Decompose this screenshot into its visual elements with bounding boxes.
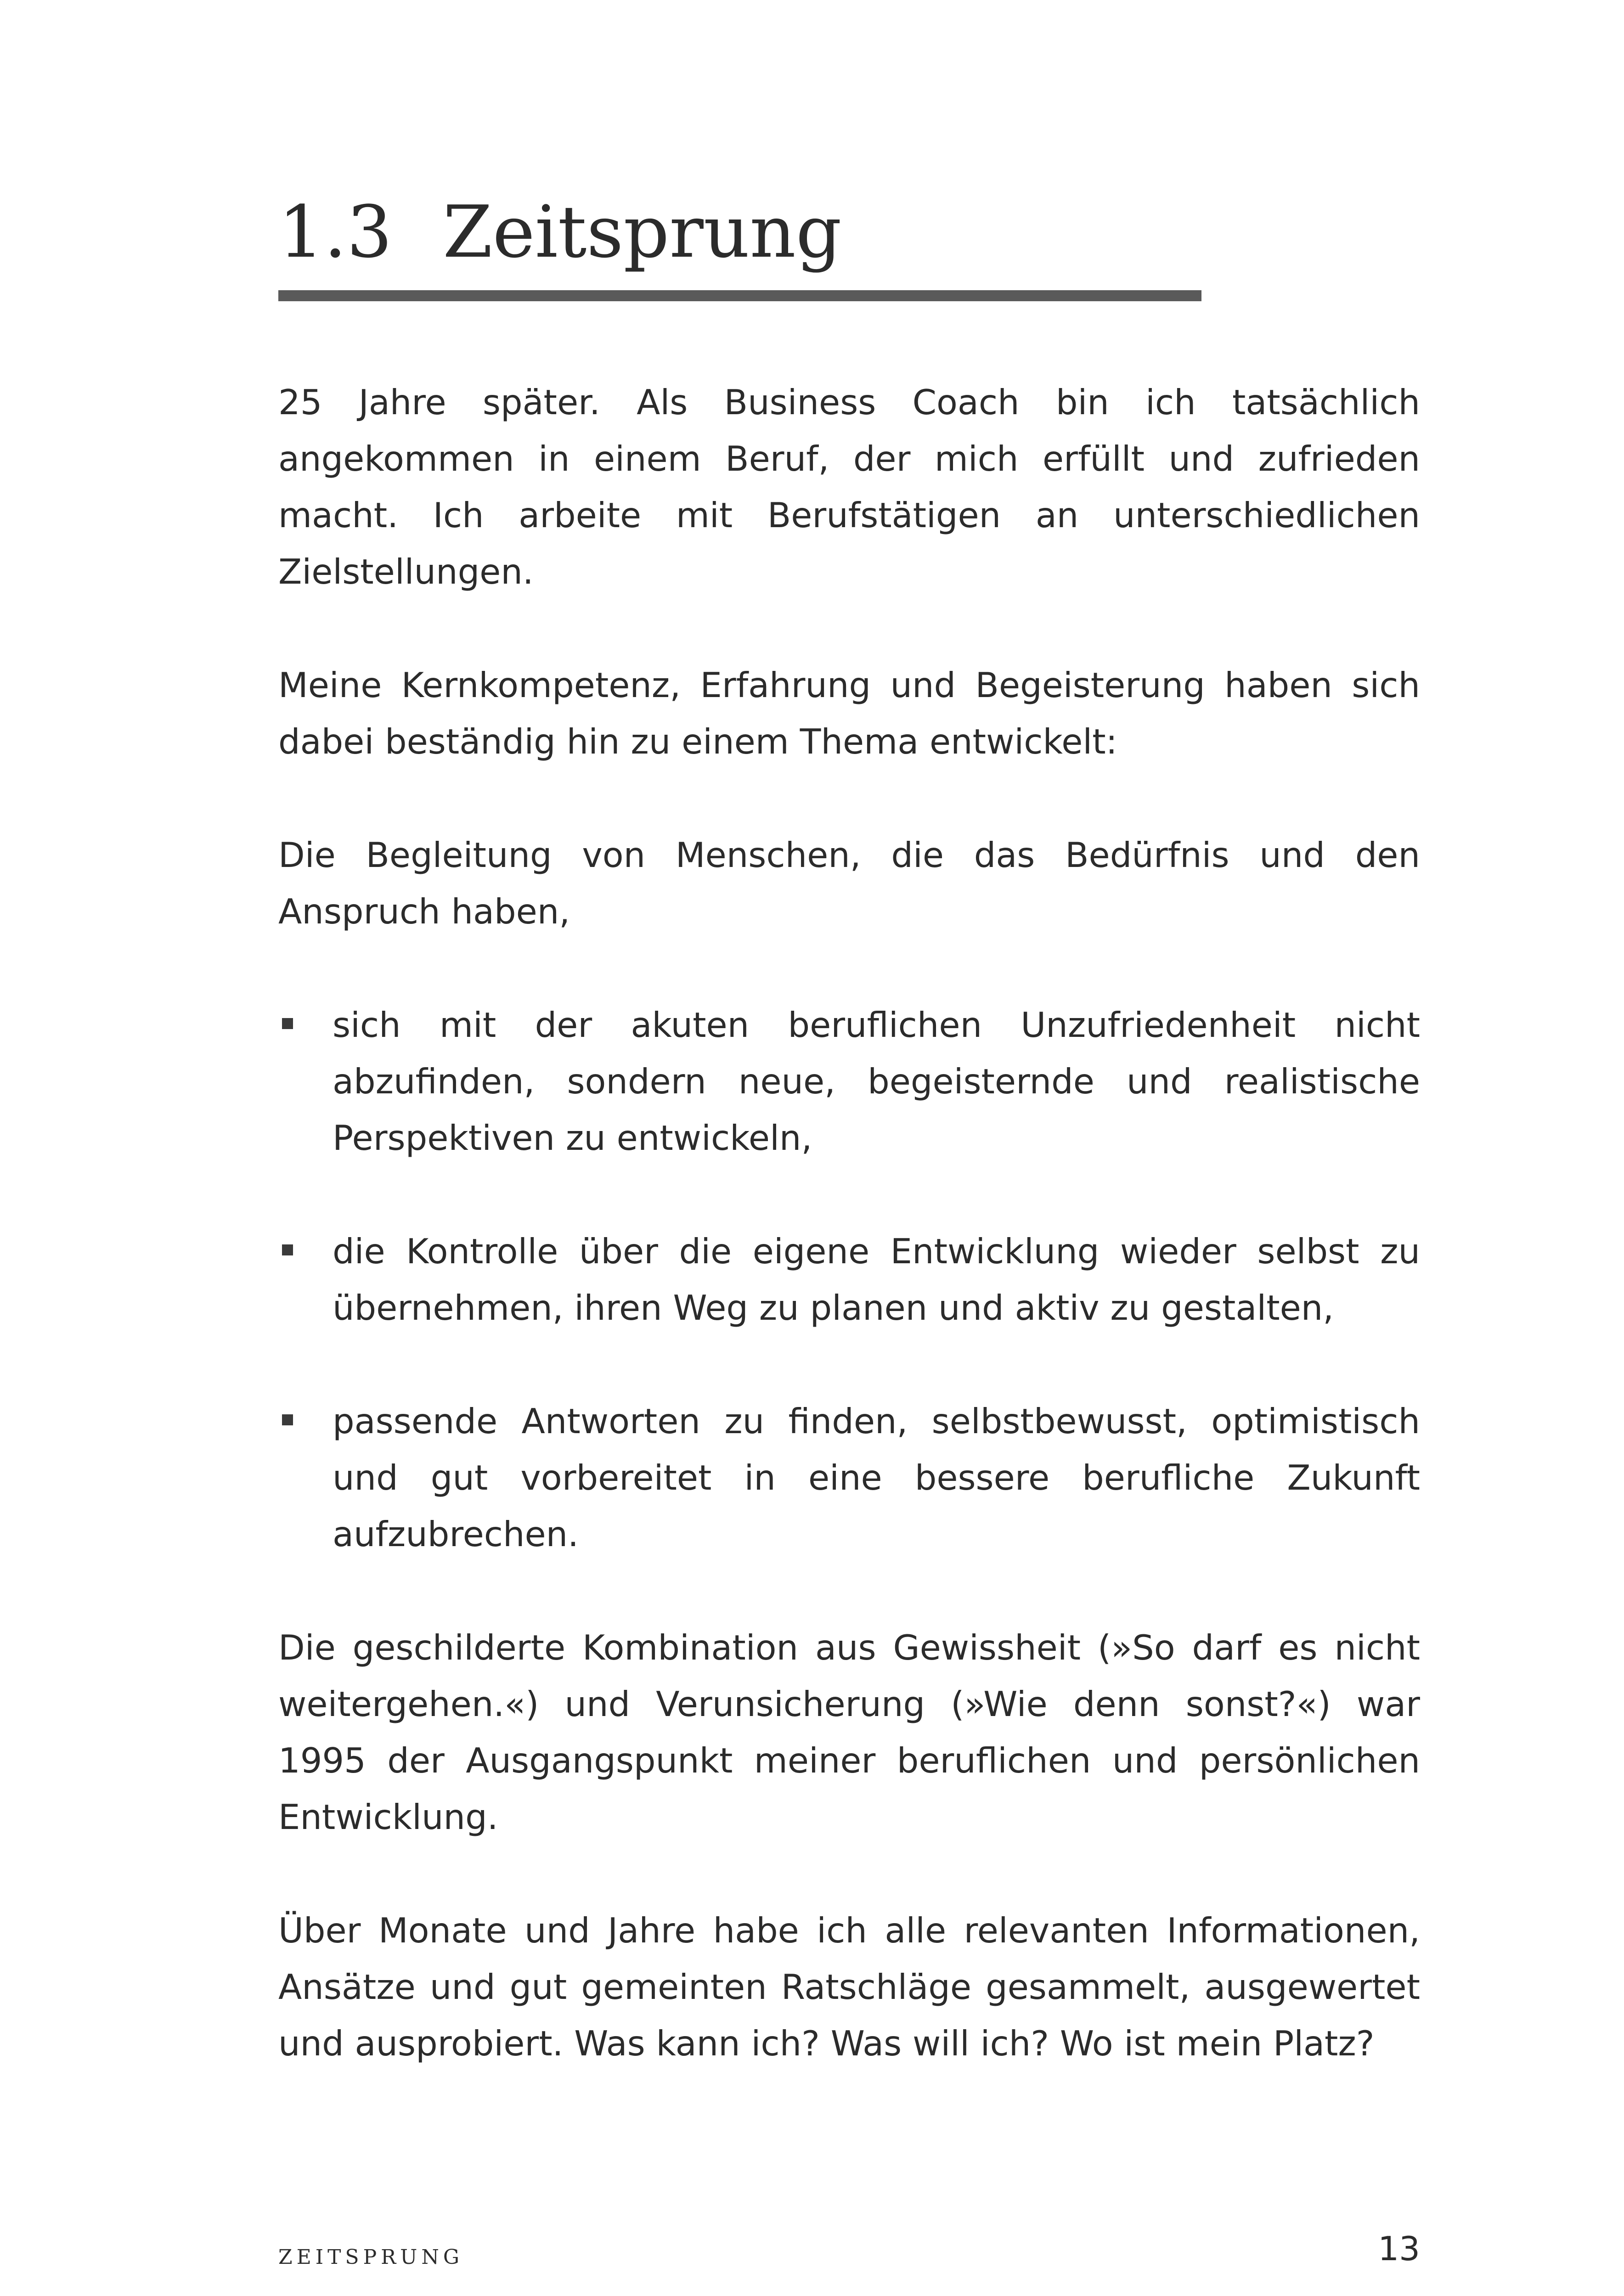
heading-rule bbox=[278, 290, 1201, 301]
list-item-text: sich mit der akuten beruflichen Unzufriedenheit nicht abzufinden, sondern neue, begeisternde und realistische Perspektiven zu entwickeln, bbox=[333, 1005, 1420, 1158]
paragraph: 25 Jahre später. Als Business Coach bin ich tatsächlich angekommen in einem Beruf, der mich erfüllt und zufrieden macht. Ich arbeite mit Berufstätigen an unterschiedlichen Zielstellungen. bbox=[278, 382, 1420, 592]
square-bullet-icon bbox=[282, 1244, 293, 1255]
section-number: 1.3 bbox=[278, 190, 393, 274]
page-number: 13 bbox=[1378, 2229, 1420, 2268]
paragraph: Meine Kernkompetenz, Erfahrung und Begeisterung haben sich dabei beständig hin zu einem Thema entwickelt: bbox=[278, 665, 1420, 762]
running-footer-title: ZEITSPRUNG bbox=[278, 2245, 464, 2269]
bullet-list bbox=[278, 997, 1420, 1563]
square-bullet-icon bbox=[282, 1018, 293, 1029]
paragraph: Die Begleitung von Menschen, die das Bedürfnis und den Anspruch haben, bbox=[278, 835, 1420, 932]
list-item-text: die Kontrolle über die eigene Entwicklung wieder selbst zu übernehmen, ihren Weg zu planen und aktiv zu gestalten, bbox=[333, 1231, 1420, 1328]
square-bullet-icon bbox=[282, 1414, 293, 1425]
paragraph: Die geschilderte Kombination aus Gewissheit (»So darf es nicht weitergehen.«) und Verunsicherung (»Wie denn sonst?«) war 1995 der Ausgangspunkt meiner beruflichen und persönlichen Entwicklung. bbox=[278, 1627, 1420, 1837]
list-item bbox=[278, 1223, 1420, 1336]
list-item bbox=[278, 997, 1420, 1166]
list-item-text: passende Antworten zu finden, selbstbewusst, optimistisch und gut vorbereitet in eine bessere berufliche Zukunft aufzubrechen. bbox=[333, 1401, 1420, 1554]
list-item bbox=[278, 1393, 1420, 1563]
section-heading bbox=[278, 186, 842, 278]
body-text bbox=[278, 374, 1420, 2129]
section-title: Zeitsprung bbox=[443, 190, 842, 274]
paragraph: Über Monate und Jahre habe ich alle relevanten Informationen, Ansätze und gut gemeinten Ratschläge gesammelt, ausgewertet und ausprobiert. Was kann ich? Was will ich? Wo ist mein Platz? bbox=[278, 1910, 1420, 2064]
